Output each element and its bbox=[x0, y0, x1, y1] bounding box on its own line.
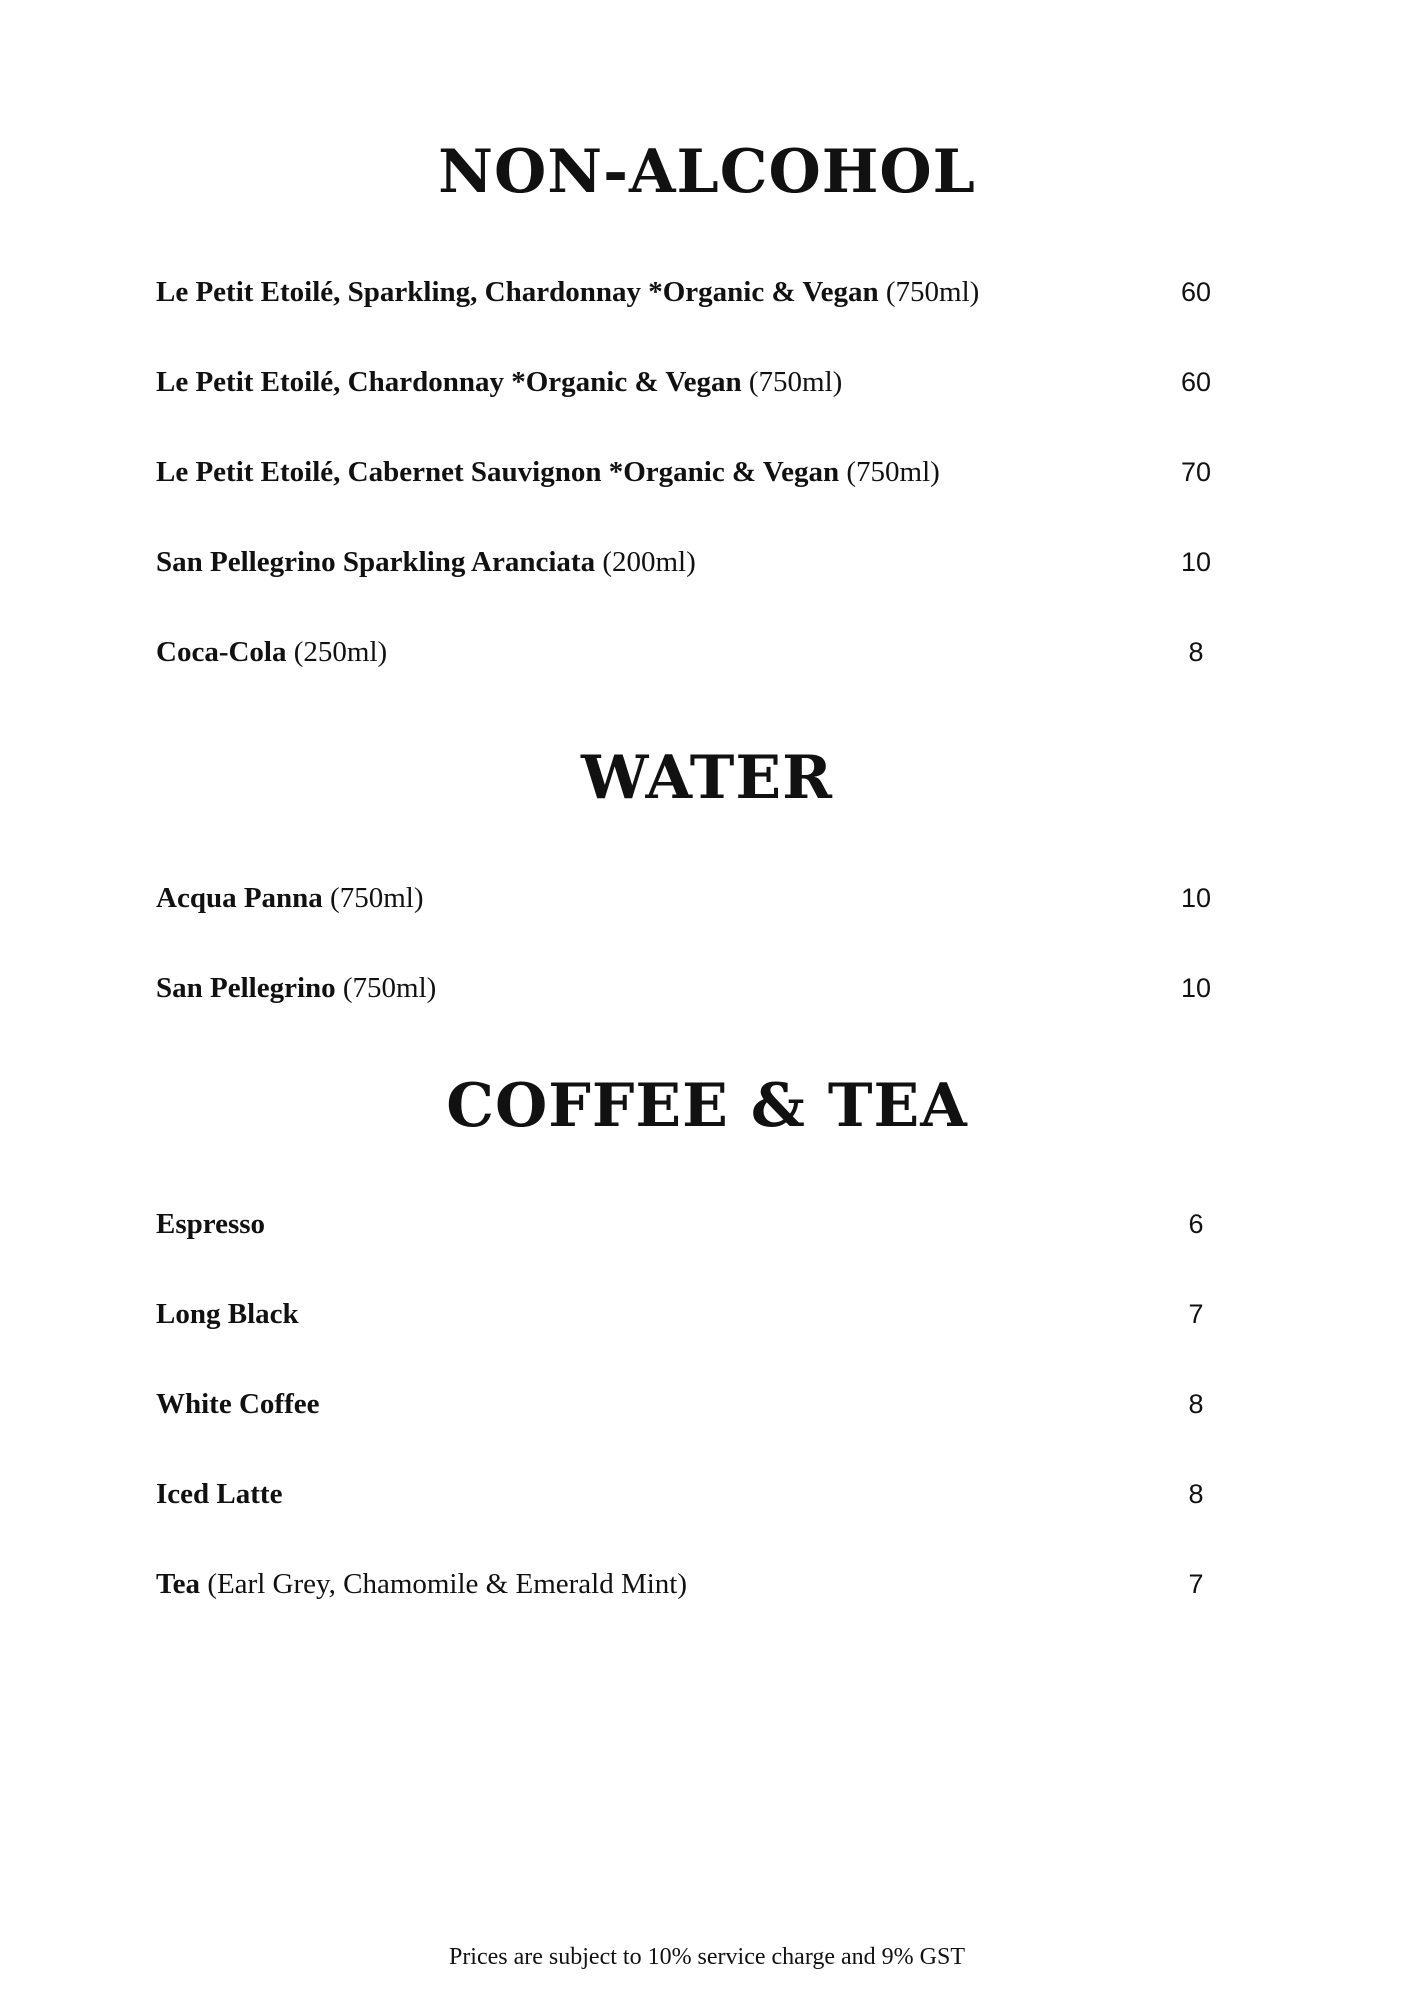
item-description bbox=[156, 1564, 687, 1604]
item-name: Espresso bbox=[156, 1208, 266, 1240]
item-name: San Pellegrino Sparkling Aranciata bbox=[156, 546, 596, 578]
item-price: 60 bbox=[1180, 367, 1212, 397]
section-title-coffee-tea: COFFEE & TEA bbox=[446, 1071, 968, 1141]
item-name: Coca-Cola bbox=[156, 636, 287, 668]
menu-item bbox=[156, 968, 1236, 1008]
menu-item bbox=[156, 272, 1236, 312]
item-description bbox=[156, 452, 940, 492]
item-name: San Pellegrino bbox=[156, 972, 336, 1004]
item-description bbox=[156, 272, 979, 312]
item-name: Acqua Panna bbox=[156, 882, 323, 914]
item-description bbox=[156, 1474, 282, 1514]
item-name: Le Petit Etoilé, Sparkling, Chardonnay *Organic & Vegan bbox=[156, 276, 879, 308]
item-name: Tea bbox=[156, 1568, 201, 1600]
item-name: Iced Latte bbox=[156, 1478, 283, 1510]
item-name: Long Black bbox=[156, 1298, 299, 1330]
item-detail: (750ml) bbox=[846, 456, 940, 488]
menu-item bbox=[156, 542, 1236, 582]
item-detail: (750ml) bbox=[748, 366, 843, 398]
menu-item bbox=[156, 1204, 1236, 1244]
menu-item bbox=[156, 1294, 1236, 1334]
item-price: 6 bbox=[1188, 1209, 1204, 1239]
item-price: 10 bbox=[1180, 547, 1212, 577]
menu-item bbox=[156, 452, 1236, 492]
menu-item bbox=[156, 1384, 1236, 1424]
menu-item bbox=[156, 632, 1236, 672]
item-detail: (Earl Grey, Chamomile & Emerald Mint) bbox=[207, 1568, 688, 1600]
item-name: White Coffee bbox=[156, 1388, 320, 1420]
menu-item bbox=[156, 878, 1236, 918]
item-description bbox=[156, 542, 696, 582]
item-price: 8 bbox=[1188, 1479, 1204, 1509]
item-description bbox=[156, 632, 387, 672]
item-description bbox=[156, 1204, 265, 1244]
item-description bbox=[156, 362, 842, 402]
item-price: 7 bbox=[1188, 1299, 1204, 1329]
item-price: 7 bbox=[1188, 1569, 1204, 1599]
item-description bbox=[156, 968, 436, 1008]
item-detail: (750ml) bbox=[885, 276, 980, 308]
item-name: Le Petit Etoilé, Cabernet Sauvignon *Organic & Vegan bbox=[156, 456, 840, 488]
menu-item bbox=[156, 1474, 1236, 1514]
price-footnote: Prices are subject to 10% service charge and 9% GST bbox=[448, 1944, 966, 1970]
item-detail: (750ml) bbox=[342, 972, 437, 1004]
item-name: Le Petit Etoilé, Chardonnay *Organic & Vegan bbox=[156, 366, 742, 398]
menu-item bbox=[156, 362, 1236, 402]
item-detail: (250ml) bbox=[293, 636, 388, 668]
section-title-non-alcohol: NON-ALCOHOL bbox=[438, 137, 976, 207]
item-price: 70 bbox=[1180, 457, 1212, 487]
item-price: 8 bbox=[1188, 637, 1204, 667]
item-detail: (750ml) bbox=[330, 882, 424, 914]
item-description bbox=[156, 1384, 319, 1424]
section-title-water: WATER bbox=[580, 743, 834, 813]
item-description bbox=[156, 1294, 299, 1334]
item-detail: (200ml) bbox=[602, 546, 696, 578]
item-description bbox=[156, 878, 423, 918]
menu-item bbox=[156, 1564, 1236, 1604]
item-price: 8 bbox=[1188, 1389, 1204, 1419]
item-price: 60 bbox=[1180, 277, 1212, 307]
item-price: 10 bbox=[1180, 883, 1212, 913]
item-price: 10 bbox=[1180, 973, 1212, 1003]
